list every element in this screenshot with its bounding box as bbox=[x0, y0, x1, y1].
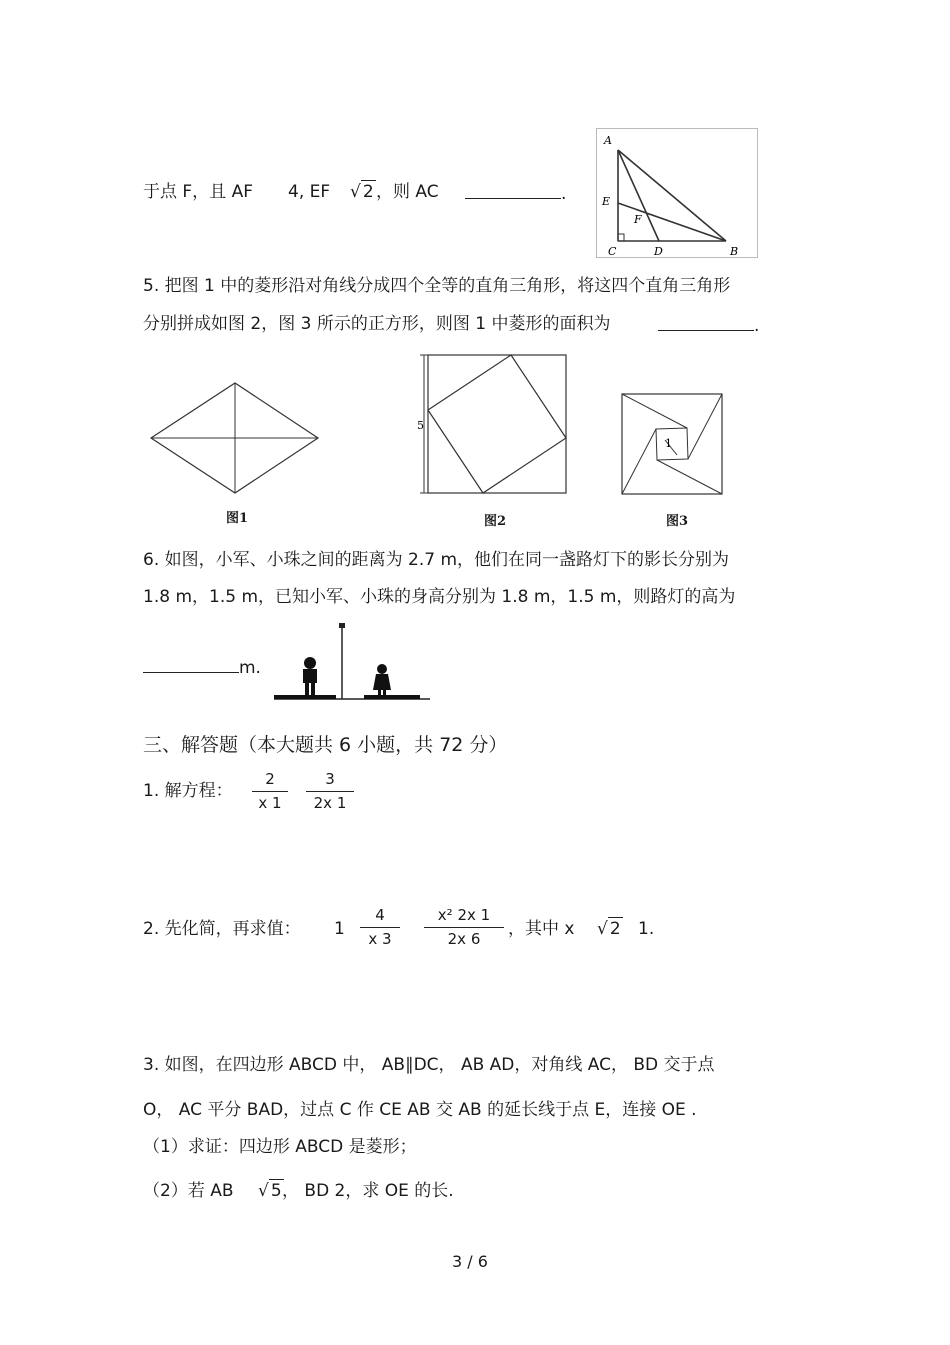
q5-fig2-caption: 图2 bbox=[484, 514, 507, 529]
q4-period: . bbox=[561, 184, 567, 204]
q5-line1: 5. 把图 1 中的菱形沿对角线分成四个全等的直角三角形，将这四个直角三角形 bbox=[143, 276, 731, 296]
q4-ef-radicand: 2 bbox=[362, 182, 374, 202]
q4-label-c: C bbox=[608, 245, 617, 258]
p2-label: 2. 先化简，再求值： bbox=[143, 919, 301, 939]
p2-fraction-1-denominator: x 3 bbox=[368, 930, 392, 948]
q5-fig1-rhombus bbox=[150, 382, 320, 494]
q5-fig1-caption: 图1 bbox=[226, 511, 249, 526]
q6-line1: 6. 如图，小军、小珠之间的距离为 2.7 m，他们在同一盏路灯下的影长分别为 bbox=[143, 550, 730, 570]
q4-text-mid: ，则 AC bbox=[376, 182, 439, 202]
p2-fraction-2-denominator: 2x 6 bbox=[447, 930, 481, 948]
p2-fraction-1-numerator: 4 bbox=[375, 906, 385, 924]
p3-line1: 3. 如图，在四边形 ABCD 中， AB∥DC， AB AD，对角线 AC， BD 交于点 bbox=[143, 1055, 715, 1075]
p1-label: 1. 解方程： bbox=[143, 781, 233, 801]
p2-tail: 1. bbox=[638, 919, 655, 939]
q4-label-f: F bbox=[634, 213, 642, 226]
q4-triangle-figure bbox=[596, 128, 758, 258]
q5-fig2-square bbox=[412, 354, 568, 496]
p3-radicand: 5 bbox=[270, 1181, 282, 1201]
q4-sqrt-expression: √ 2 bbox=[350, 182, 374, 202]
q6-answer-blank[interactable] bbox=[143, 658, 261, 677]
p1-fraction-2 bbox=[306, 772, 354, 811]
p2-radicand: 2 bbox=[609, 919, 621, 939]
p3-line2: O， AC 平分 BAD，过点 C 作 CE AB 交 AB 的延长线于点 E，连接 OE . bbox=[143, 1100, 697, 1120]
q4-af-value: 4, EF bbox=[288, 182, 331, 202]
q6-line2: 1.8 m，1.5 m，已知小军、小珠的身高分别为 1.8 m，1.5 m，则路灯的高为 bbox=[143, 587, 736, 607]
p1-fraction-1 bbox=[252, 772, 288, 811]
q4-answer-blank[interactable] bbox=[465, 184, 566, 203]
q5-period: . bbox=[754, 316, 760, 336]
p3-sqrt-expression: √ 5 bbox=[258, 1181, 282, 1201]
p3-sub1: （1）求证：四边形 ABCD 是菱形； bbox=[143, 1137, 417, 1157]
p2-fraction-2-numerator: x² 2x 1 bbox=[437, 906, 491, 924]
p3-sub2-start: （2）若 AB bbox=[143, 1181, 234, 1201]
q5-answer-blank[interactable] bbox=[658, 316, 759, 335]
q5-line2: 分别拼成如图 2，图 3 所示的正方形，则图 1 中菱形的面积为 bbox=[143, 314, 611, 334]
q4-text-start: 于点 F，且 AF bbox=[143, 182, 253, 202]
q4-label-e: E bbox=[602, 195, 611, 208]
p1-fraction-2-numerator: 3 bbox=[325, 770, 335, 788]
q5-fig3-dim-label: 1 bbox=[665, 437, 672, 450]
q4-label-d: D bbox=[654, 245, 663, 258]
p1-fraction-1-numerator: 2 bbox=[265, 770, 275, 788]
p3-sub2-end: ， BD 2，求 OE 的长. bbox=[282, 1181, 454, 1201]
q6-lamp-figure bbox=[268, 622, 434, 702]
p2-sqrt-expression: √ 2 bbox=[597, 919, 621, 939]
p1-fraction-2-denominator: 2x 1 bbox=[313, 794, 347, 812]
q6-unit: m. bbox=[239, 658, 261, 678]
q5-fig2-dim-label: 5 bbox=[417, 419, 424, 432]
q5-fig3-square bbox=[621, 393, 723, 495]
q4-label-b: B bbox=[730, 245, 739, 258]
q4-label-a: A bbox=[604, 134, 612, 147]
p2-fraction-1 bbox=[360, 908, 400, 947]
p1-fraction-1-denominator: x 1 bbox=[258, 794, 282, 812]
p2-one: 1 bbox=[334, 919, 345, 939]
page-number: 3 / 6 bbox=[452, 1252, 488, 1271]
q5-fig3-caption: 图3 bbox=[666, 514, 689, 529]
p2-where: ，其中 x bbox=[508, 919, 575, 939]
section3-heading: 三、解答题（本大题共 6 小题，共 72 分） bbox=[143, 734, 508, 756]
p2-fraction-2 bbox=[424, 908, 504, 947]
